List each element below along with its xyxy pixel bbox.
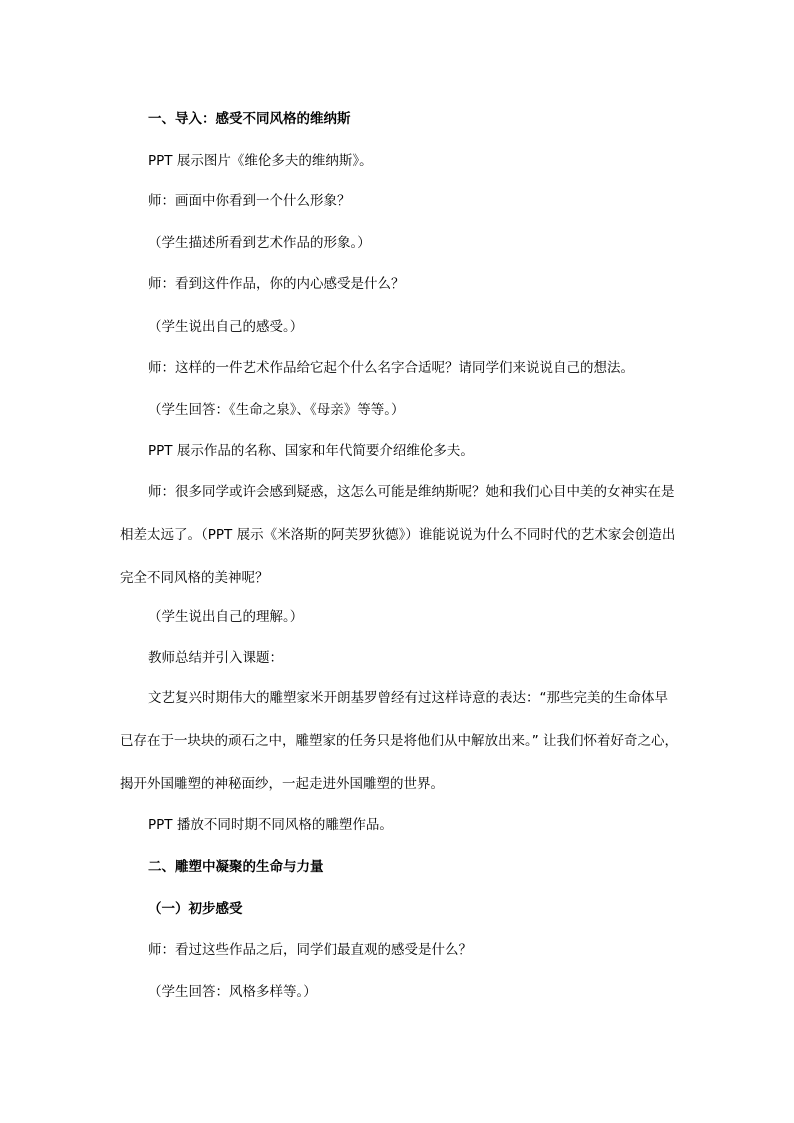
paragraph: 师：看到这件作品，你的内心感受是什么？ — [148, 276, 405, 292]
paragraph: （学生描述所看到艺术作品的形象。） — [148, 235, 371, 251]
paragraph: PPT 展示图片《维伦多夫的维纳斯》。 — [148, 153, 373, 169]
section-heading-2: 二、雕塑中凝聚的生命与力量 — [148, 859, 324, 875]
paragraph: 师：这样的一件艺术作品给它起个什么名字合适呢？请同学们来说说自己的想法。 — [148, 360, 634, 376]
paragraph: （学生回答：风格多样等。） — [148, 984, 317, 1000]
paragraph: 文艺复兴时期伟大的雕塑家米开朗基罗曾经有过这样诗意的表达：“那些完美的生命体早已存在于一块块的顽石之中，雕塑家的任务只是将他们从中解放出来。” 让我们怀着好奇之心，揭开外国雕塑的神秘面纱，一起走进外国雕塑的世界。 — [120, 690, 679, 792]
paragraph: （学生回答：《生命之泉》、《母亲》等等。） — [148, 402, 405, 418]
paragraph: PPT 展示作品的名称、国家和年代简要介绍维伦多夫。 — [148, 443, 474, 459]
section-heading-1: 一、导入：感受不同风格的维纳斯 — [148, 111, 351, 127]
paragraph: 教师总结并引入课题： — [148, 650, 283, 666]
paragraph: （学生说出自己的理解。） — [148, 609, 304, 625]
paragraph: 师：很多同学或许会感到疑惑，这怎么可能是维纳斯呢？她和我们心目中美的女神实在是相差太远了。（PPT 展示《米洛斯的阿芙罗狄德》）谁能说说为什么不同时代的艺术家会创造出完全不同风格的美神呢？ — [120, 484, 676, 586]
paragraph: 师：看过这些作品之后，同学们最直观的感受是什么？ — [148, 942, 472, 958]
paragraph: 师：画面中你看到一个什么形象？ — [148, 193, 351, 209]
paragraph: （学生说出自己的感受。） — [148, 319, 304, 335]
subsection-heading: （一）初步感受 — [148, 901, 243, 917]
paragraph: PPT 播放不同时期不同风格的雕塑作品。 — [148, 817, 393, 833]
